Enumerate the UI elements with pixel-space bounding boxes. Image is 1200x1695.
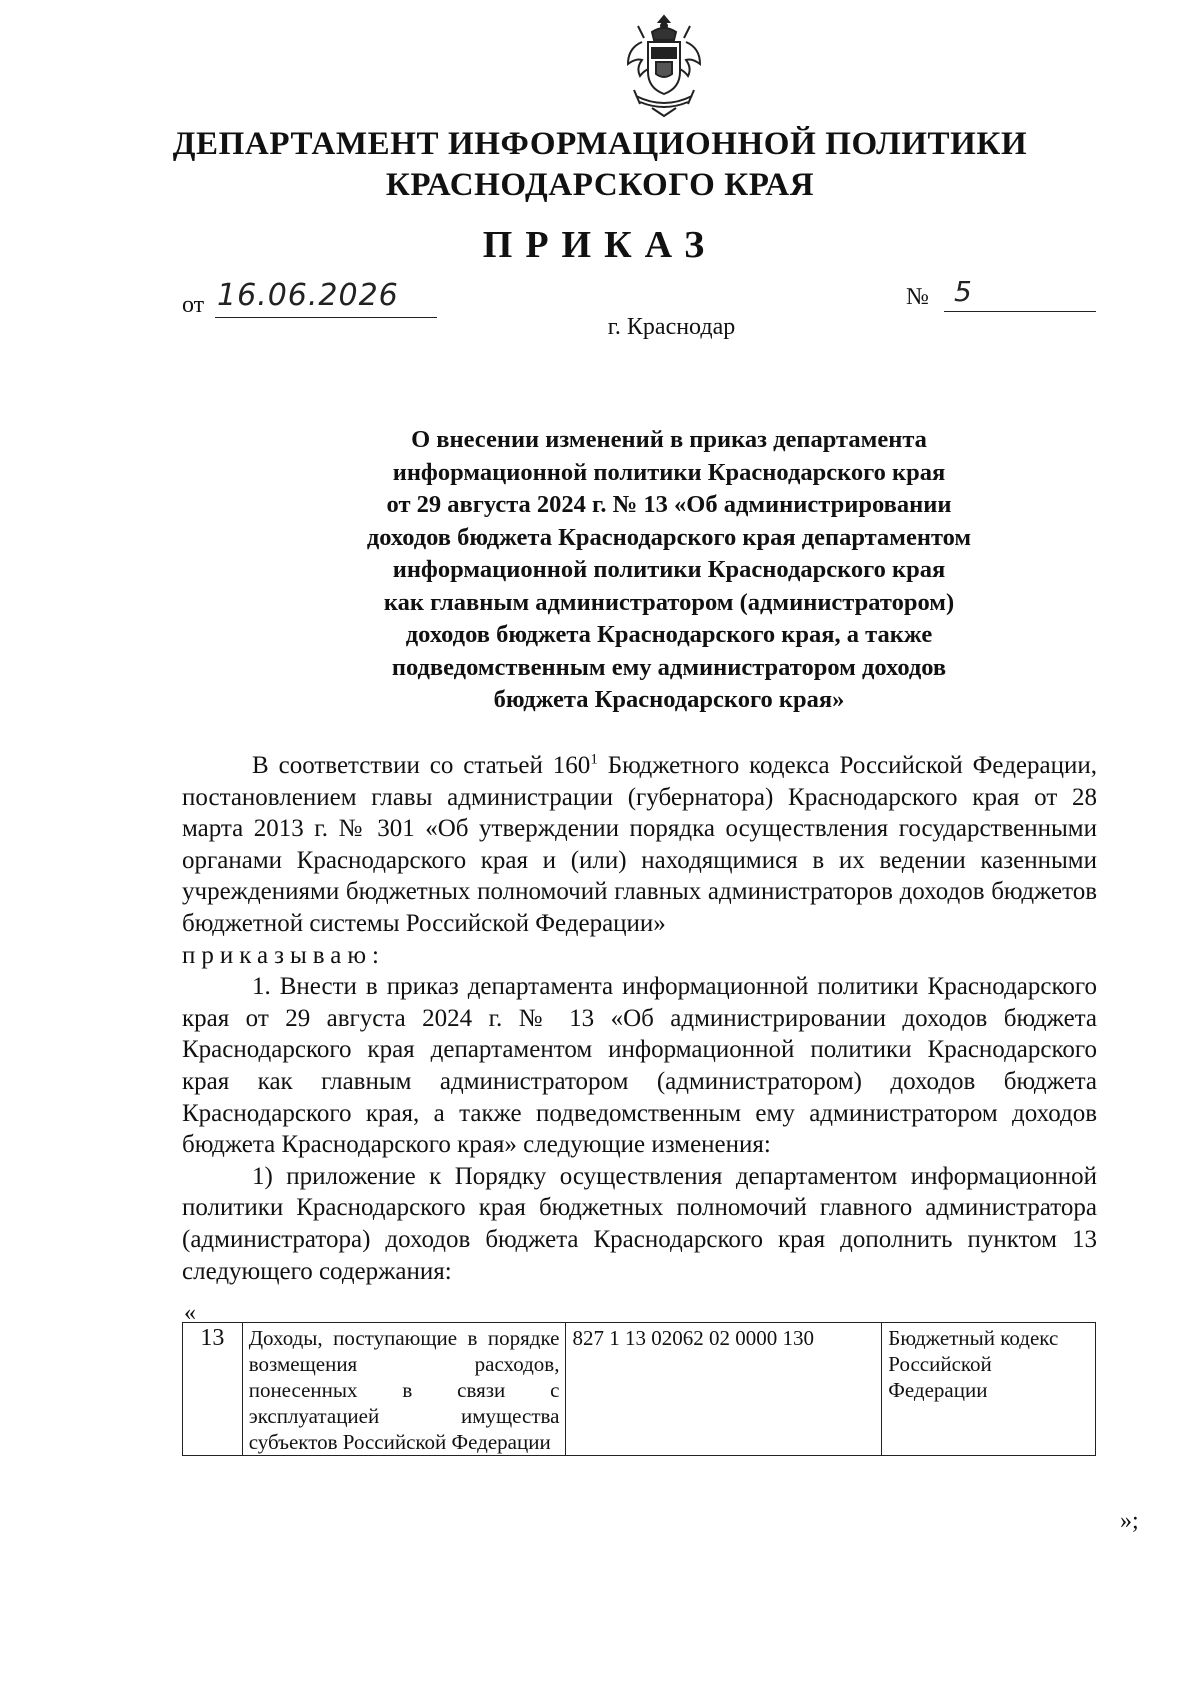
subject-line: доходов бюджета Краснодарского края департаментом [366, 523, 972, 551]
preamble-paragraph [182, 750, 1097, 940]
document-title: ПРИКАЗ [482, 224, 718, 266]
revenue-name: Доходы, поступающие в порядке возмещения расходов, понесенных в связи с эксплуатацией имущества субъектов Российской Федерации [242, 1323, 566, 1456]
subject-line: информационной политики Краснодарского края [392, 556, 946, 583]
date-label: от [182, 292, 205, 318]
subject-line: доходов бюджета Краснодарского края, а также [405, 621, 933, 648]
legal-basis: Бюджетный кодекс Российской Федерации [882, 1323, 1096, 1456]
order-body [182, 750, 1097, 1287]
row-number: 13 [183, 1323, 243, 1456]
subitem-1-paragraph: 1) приложение к Порядку осуществления департаментом информационной политики Краснодарского края бюджетных полномочий главного администратора (администратора) доходов бюджета Краснодарского края дополнить пунктом 13 следующего содержания: [182, 1162, 1097, 1285]
article-superscript: 1 [590, 751, 598, 768]
budget-code: 827 1 13 02062 02 0000 130 [566, 1323, 882, 1456]
subject-line: информационной политики Краснодарского края [392, 458, 946, 486]
order-number: 5 [944, 272, 1096, 312]
amendment-table [182, 1322, 1096, 1456]
department-name-line1: ДЕПАРТАМЕНТ ИНФОРМАЦИОННОЙ ПОЛИТИКИ [172, 126, 1028, 162]
preamble-text: В соответствии со статьей 160 [252, 752, 591, 779]
subject-line: как главным администратором (администратором) [383, 588, 955, 616]
subject-line: бюджета Краснодарского края» [493, 686, 845, 713]
coat-of-arms-icon [622, 12, 706, 118]
table-row [183, 1323, 1096, 1456]
item-1-paragraph: 1. Внести в приказ департамента информационной политики Краснодарского края от 29 августа 2024 г. № 13 «Об администрировании доходов бюджета Краснодарского края департаментом информационной политики Краснодарского края как главным администратором (администратором) доходов бюджета Краснодарского края, а также подведомственным ему администратором доходов бюджета Краснодарского края» следующие изменения: [182, 973, 1097, 1159]
number-label: № [906, 284, 929, 310]
subject-line: О внесении изменений в приказ департамента [411, 426, 927, 453]
closing-quote: »; [1120, 1508, 1139, 1534]
order-date: 16.06.2026 [215, 274, 437, 318]
city: г. Краснодар [607, 314, 736, 340]
subject-line: подведомственным ему администратором доходов [391, 653, 947, 681]
department-name-line2: КРАСНОДАРСКОГО КРАЯ [385, 167, 815, 203]
prikazyvayu: приказываю: [182, 941, 385, 969]
subject-line: от 29 августа 2024 г. № 13 «Об администрировании [386, 491, 952, 518]
preamble-text-cont: Бюджетного кодекса Российской Федерации, постановлением главы администрации (губернатора) Краснодарского края от 28 марта 2013 г. № 301 «Об утверждении порядка осуществления государственными органами Краснодарского края и (или) находящимися в их ведении казенными учреждениями бюджетных полномочий главных администраторов доходов бюджетов бюджетной системы Российской Федерации» [182, 752, 1097, 937]
opening-quote: « [184, 1300, 196, 1326]
order-subject [300, 424, 1038, 717]
